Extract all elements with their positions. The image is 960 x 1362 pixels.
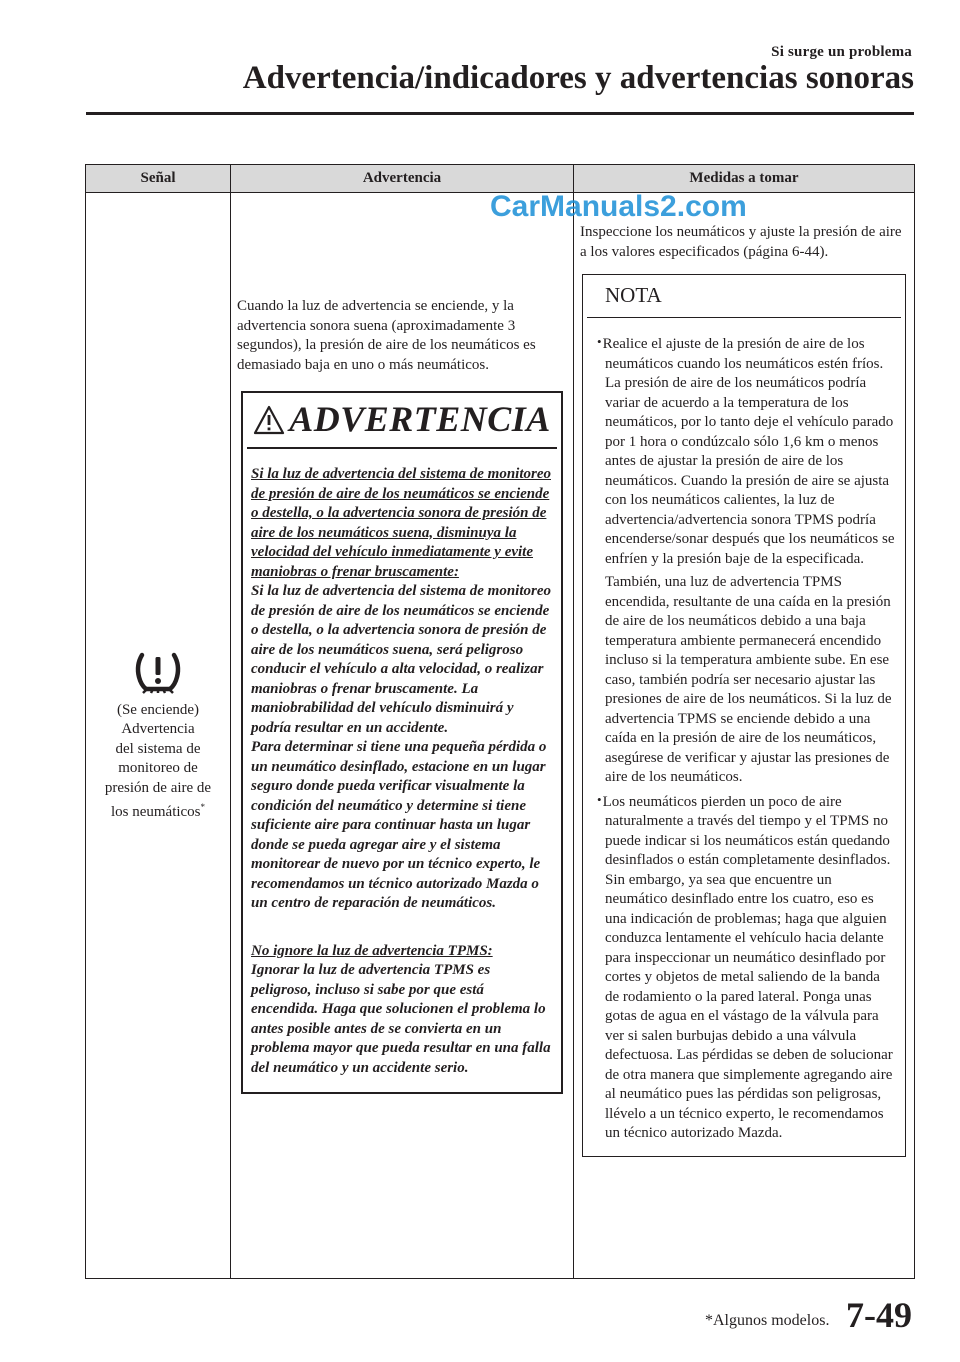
advertencia-header (247, 393, 557, 449)
chapter-title: Advertencia/indicadores y advertencias sonoras (242, 60, 914, 96)
footnote: *Algunos modelos. (705, 1312, 830, 1329)
advertencia-box (241, 391, 563, 1094)
warning-cell (230, 193, 573, 1278)
header-warning: Advertencia (230, 165, 573, 193)
signal-text (105, 701, 211, 823)
page-number: 7-49 (846, 1295, 912, 1335)
header-signal: Señal (86, 165, 230, 193)
nota-body (583, 318, 905, 1156)
warning-table (85, 164, 915, 1279)
warning-para1-body: Si la luz de advertencia del sistema de monitoreo de presión de aire de los neumáticos se enciende o destella, o la advertencia sonora de presión de aire de los neumáticos suena, será peligroso conducir el vehículo a alta velocidad, o realizar maniobras o frenar bruscamente. La maniobrabilidad del vehículo disminuirá y podría resultar en un accidente. (251, 583, 551, 736)
tpms-warning-icon (133, 649, 183, 695)
watermark: CarManuals2.com (490, 190, 747, 223)
nota-bullet-1-text: Realice el ajuste de la presión de aire de los neumáticos cuando los neumáticos estén fríos. La presión de aire de los neumáticos podría variar de acuerdo a la temperatura de los neumáticos, por lo tanto deje el vehículo parado por 1 hora o condúzcalo sólo 1,6 km o menos antes de ajustar la presión de aire de los neumáticos. Cuando la presión de aire se ajusta con los neumáticos calientes, la luz de advertencia/advertencia sonora TPMS podría encenderse/sonar después que los neumáticos se enfríen y la presión baje de la especificada. (602, 336, 895, 567)
spacer (251, 914, 553, 942)
nota-bullet-2-text: Los neumáticos pierden un poco de aire naturalmente a través del tiempo y el TPMS no puede indicar si los neumáticos están quedando desinflados o están completamente desinflados. Sin embargo, ya sea que encuentre un neumático desinflado entre los cuatro, eso es una indicación de problemas; haga que alguien conduzca lentamente el vehículo hacia delante para inspeccionar un neumático desinflado por cortes y objetos de metal saliendo de la banda de rodamiento o la pared lateral. Ponga unas gotas de agua en el vástago de la válvula para ver si salen burbujas debido a una válvula defectuosa. Las pérdidas se deben de solucionar de otra manera que simplemente agregando aire al neumático pues las pérdidas son peligrosas, llévelo a un técnico experto, le recomendamos un técnico autorizado Mazda. (602, 793, 893, 1141)
bullet-dot: • (597, 791, 602, 807)
warning-triangle-icon (253, 405, 285, 435)
measures-intro: Inspeccione los neumáticos y ajuste la presión de aire a los valores especificados (página 6-44). (580, 224, 902, 260)
nota-box (582, 274, 906, 1157)
nota-title: NOTA (587, 275, 901, 318)
section-label: Si surge un problema (771, 44, 912, 60)
warning-para2: Para determinar si tiene una pequeña pérdida o un neumático desinflado, estacione en un lugar seguro donde pueda verificar visualmente la condición del neumático y determine si tiene suficiente aire para continuar hasta un lugar donde se pueda agregar aire y el sistema monitorear de nuevo por un técnico experto, le recomendamos un técnico autorizado Mazda o un centro de reparación de neumáticos. (251, 739, 547, 911)
warning-para3-head: No ignore la luz de advertencia TPMS: (251, 942, 493, 959)
footnote-mark: * (200, 802, 206, 812)
signal-label: (Se enciende) Advertencia del sistema de monitoreo de presión de aire de los neumáticos (104, 701, 212, 820)
warning-intro: Cuando la luz de advertencia se enciende, y la advertencia sonora suena (aproximadamente 3 segundos), la presión de aire de los neumáticos es demasiado baja en uno o más neumáticos. (237, 298, 536, 373)
nota-bullet-1 (591, 332, 897, 569)
warning-para3-body: Ignorar la luz de advertencia TPMS es peligroso, incluso si sabe por que está encendida. Haga que solucionen el problema lo antes posible antes de se convierta en un problema mayor que pueda resultar en una falla del neumático y un accidente serio. (251, 962, 551, 1076)
nota-bullet-1-cont: También, una luz de advertencia TPMS encendida, resultante de una caída en la presión de aire de los neumáticos debido a una baja temperatura ambiente permanecerá encendido incluso si la temperatura ambiente sube. En ese caso, también podría ser necesario ajustar las presiones de aire de los neumáticos. Si la luz de advertencia TPMS se enciende debido a una caída en la presión de aire de los neumáticos, asegúrese de verificar y ajustar las presiones de aire de los neumáticos. (605, 574, 892, 785)
bullet-dot: • (597, 334, 602, 349)
advertencia-body (243, 449, 561, 1092)
header-rule (86, 112, 914, 115)
nota-bullet-2 (591, 790, 897, 1144)
signal-cell (86, 193, 230, 1278)
warning-para1-head: Si la luz de advertencia del sistema de monitoreo de presión de aire de los neumáticos se enciende o destella, o la advertencia sonora de presión de aire de los neumáticos suena, disminuya la velocidad del vehículo inmediatamente y evite maniobras o frenar bruscamente: (251, 466, 551, 580)
header-measures: Medidas a tomar (573, 165, 914, 193)
advertencia-title: ADVERTENCIA (289, 399, 551, 440)
measures-cell (573, 193, 914, 1278)
